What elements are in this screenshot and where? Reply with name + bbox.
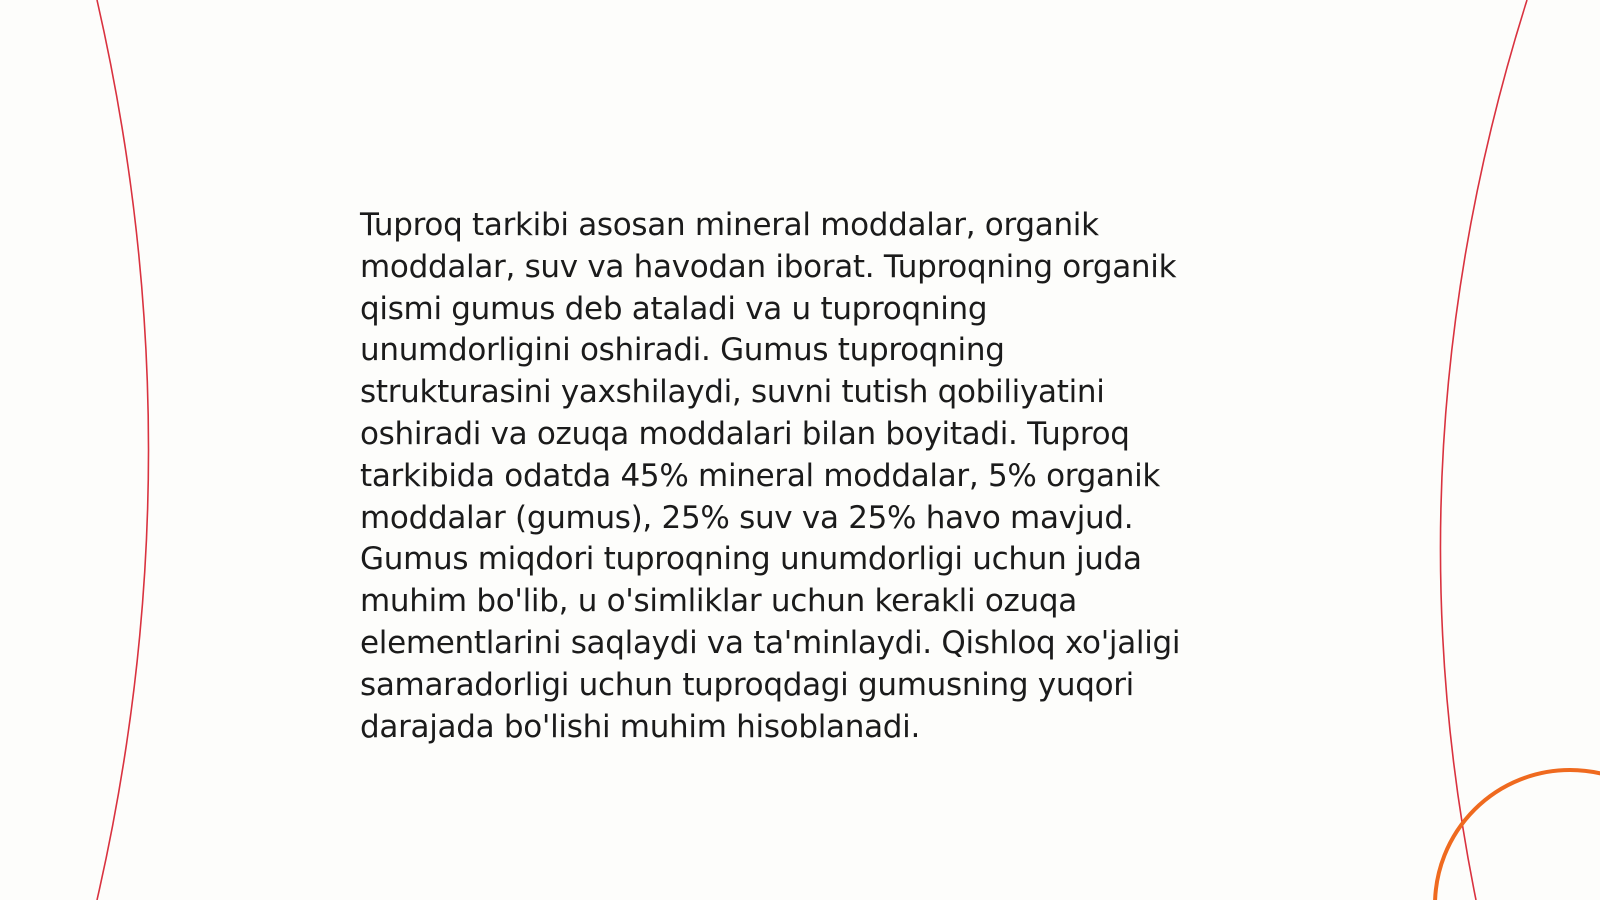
text-line: darajada bo'lishi muhim hisoblanadi. (360, 708, 921, 745)
right-curve-decoration (1440, 0, 1527, 900)
orange-circle-decoration (1435, 770, 1600, 900)
text-line: samaradorligi uchun tuproqdagi gumusning yuqori (360, 666, 1134, 703)
text-line: muhim bo'lib, u o'simliklar uchun kerakli ozuqa (360, 583, 1077, 620)
text-line: elementlarini saqlaydi va ta'minlaydi. Qishloq xo'jaligi (360, 624, 1181, 661)
text-line: Gumus miqdori tuproqning unumdorligi uchun juda (360, 541, 1142, 578)
left-curve-decoration (97, 0, 149, 900)
body-paragraph (360, 205, 1260, 748)
text-line: qismi gumus deb ataladi va u tuproqning (360, 290, 988, 327)
text-line: tarkibida odatda 45% mineral moddalar, 5% organik (360, 457, 1161, 494)
text-line: moddalar (gumus), 25% suv va 25% havo mavjud. (360, 499, 1134, 536)
text-line: moddalar, suv va havodan iborat. Tuproqning organik (360, 248, 1177, 285)
text-line: unumdorligini oshiradi. Gumus tuproqning (360, 332, 1005, 369)
text-line: Tuproq tarkibi asosan mineral moddalar, organik (360, 207, 1099, 243)
text-line: oshiradi va ozuqa moddalari bilan boyitadi. Tuproq (360, 415, 1130, 452)
text-line: strukturasini yaxshilaydi, suvni tutish qobiliyatini (360, 374, 1105, 411)
